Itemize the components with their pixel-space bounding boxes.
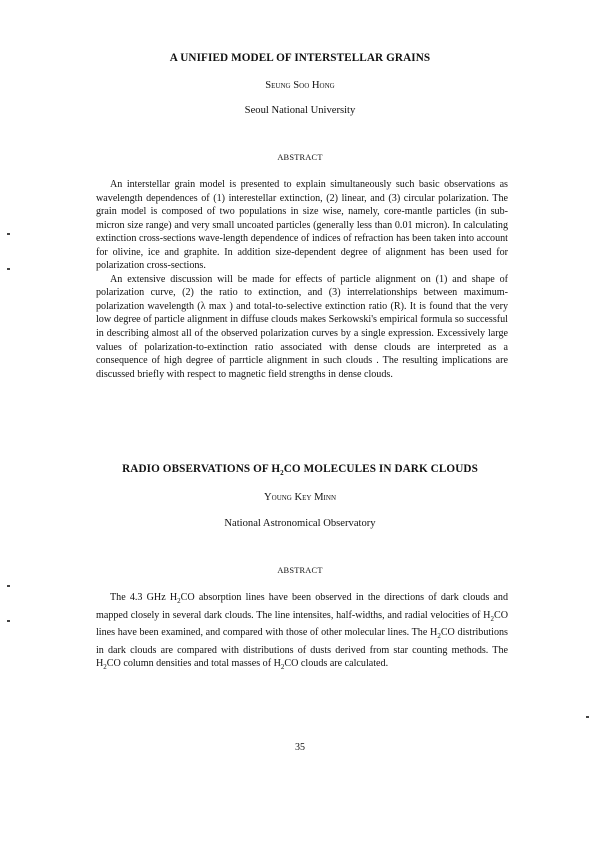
article-1-affiliation: Seoul National University bbox=[244, 105, 356, 116]
article-1-paragraph-2: An extensive discussion will be made for effects of particle alignment on (1) and shape of polarization curve, (2) the ratio to extinction, and (3) interrelationships between maximum-polarization wavelength (λ max ) and total-to-selective extinction ratio (R). It is found that the very low degree of particle alignment in diffuse clouds makes Serkowski's empirical formula so successful in describing almost all of the observed polarization curves by a single expression. Excessively large values of polarization-to-extinction ratio associated with dense clouds are interpreted as a consequence of high degree of parrticle alignment in such clouds . The resulting implications are discussed briefly with respect to magnetic field strengths in dense clouds. bbox=[96, 273, 508, 380]
article-2-abstract bbox=[96, 591, 508, 675]
article-1-author: Seung Soo Hong bbox=[265, 80, 335, 91]
article-2-title: RADIO OBSERVATIONS OF $H_2CO$ MOLECULES IN DARK CLOUDS bbox=[122, 463, 478, 478]
article-2-author: Young Key Minn bbox=[263, 492, 336, 503]
scan-speck bbox=[7, 268, 10, 270]
article-1-abstract bbox=[96, 178, 508, 381]
article-1-abstract-heading: ABSTRACT bbox=[277, 153, 323, 162]
scan-speck bbox=[7, 233, 10, 235]
article-2-abstract-heading: ABSTRACT bbox=[277, 566, 323, 575]
scan-speck bbox=[586, 716, 589, 718]
scan-speck bbox=[7, 620, 10, 622]
article-1-title: A UNIFIED MODEL OF INTERSTELLAR GRAINS bbox=[169, 52, 431, 64]
page-number: 35 bbox=[295, 742, 305, 753]
article-1-paragraph-1: An interstellar grain model is presented to explain simultaneously such basic observations as wavelength dependences of (1) interestellar extinction, (2) linear, and (3) circular polarization. The grain model is composed of two populations in size wise, namely, core-mantle particles (in sub-micron size range) and very small uncoated particles (generally less than 0.01 micron). In calculating extinction cross-sections wave-length dependence of indices of refraction has been taken into account for olivine, ice and graphite. In addition size-dependent degree of alignment has been used for polarization cross-sections. bbox=[96, 179, 508, 272]
article-2-paragraph-1: The 4.3 GHz $H_2CO$ absorption lines have been observed in the directions of dark clouds and mapped closely in several dark clouds. The line intensites, half-widths, and radial velocities of $H_2CO$ lines have been examined, and compared with those of other molecular lines. The $H_2CO$ distributions in dark clouds are compared with distributions of dusts derived from star counting methods. The $H_2CO$ column densities and total masses of $H_2CO$ clouds are calculated. bbox=[96, 592, 509, 672]
article-2-affiliation: National Astronomical Observatory bbox=[224, 518, 376, 529]
scan-speck bbox=[7, 585, 10, 587]
